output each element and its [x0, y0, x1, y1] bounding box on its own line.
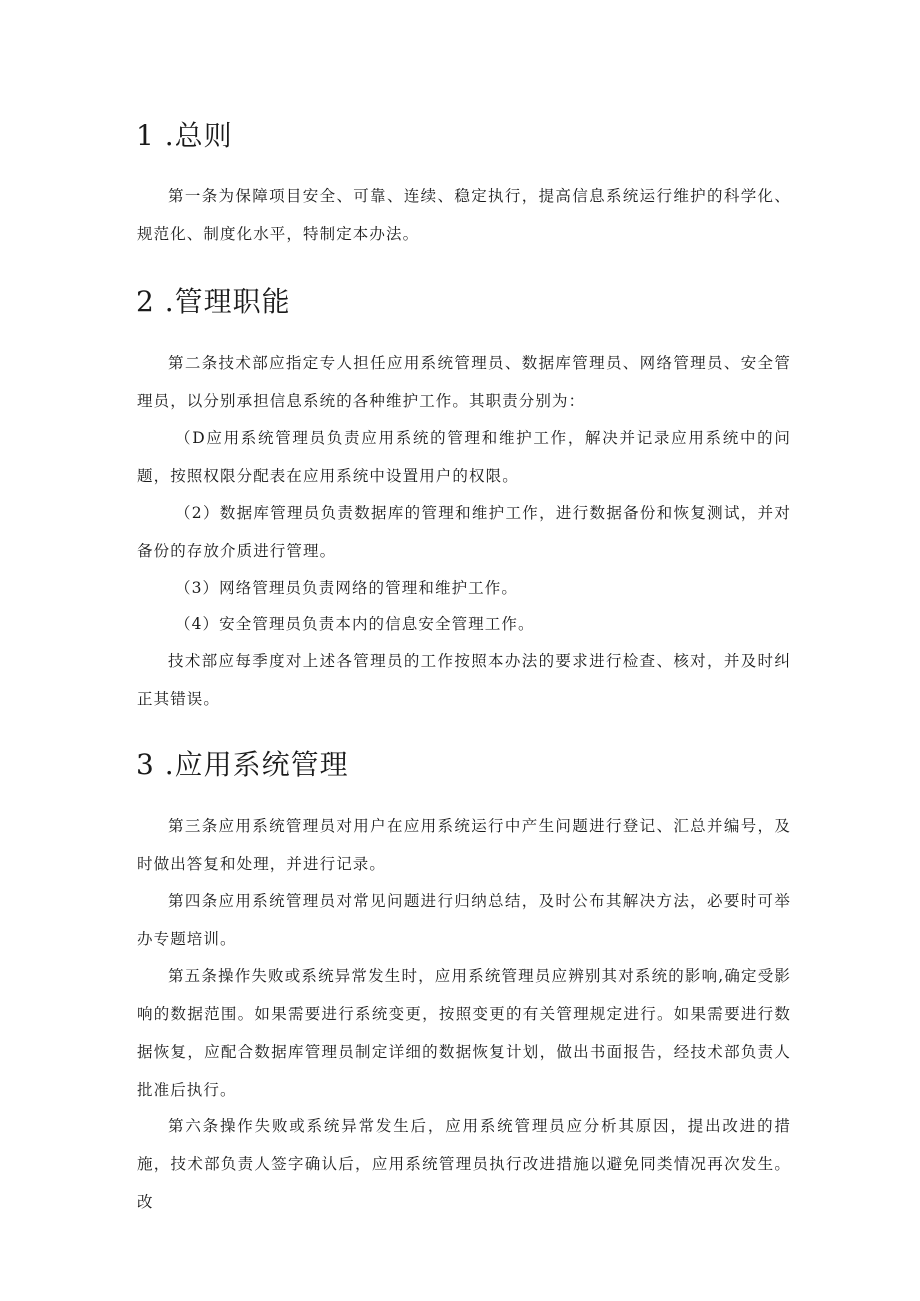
article-6-paragraph: 第六条操作失败或系统异常发生后，应用系统管理员应分析其原因，提出改进的措施，技术部负责人签字确认后，应用系统管理员执行改进措施以避免同类情况再次发生。改: [137, 1117, 791, 1211]
article-5-paragraph: 第五条操作失败或系统异常发生时，应用系统管理员应辨别其对系统的影响,确定受影响的数据范围。如果需要进行系统变更，按照变更的有关管理规定进行。如果需要进行数据恢复，应配合数据库管理员制定详细的数据恢复计划，做出书面报告，经技术部负责人批准后执行。: [137, 967, 791, 1099]
duty-item-2: （2）数据库管理员负责数据库的管理和维护工作，进行数据备份和恢复测试，并对备份的存放介质进行管理。: [137, 504, 791, 560]
quarterly-check-paragraph: 技术部应每季度对上述各管理员的工作按照本办法的要求进行检查、核对，并及时纠正其错误。: [137, 652, 791, 708]
duty-item-3: （3）网络管理员负责网络的管理和维护工作。: [175, 579, 518, 597]
article-4-paragraph: 第四条应用系统管理员对常见问题进行归纳总结，及时公布其解决方法，必要时可举办专题培训。: [137, 892, 791, 948]
article-1-paragraph: 第一条为保障项目安全、可靠、连续、稳定执行，提高信息系统运行维护的科学化、规范化、制度化水平，特制定本办法。: [137, 187, 791, 243]
duty-item-4: （4）安全管理员负责本内的信息安全管理工作。: [175, 615, 535, 633]
section-heading-application-system-management: 3 .应用系统管理: [136, 748, 349, 781]
section-heading-management-functions: 2 .管理职能: [136, 285, 291, 318]
article-2-paragraph: 第二条技术部应指定专人担任应用系统管理员、数据库管理员、网络管理员、安全管理员，以分别承担信息系统的各种维护工作。其职责分别为：: [137, 354, 791, 410]
section-heading-general: 1 .总则: [136, 119, 233, 152]
article-3-paragraph: 第三条应用系统管理员对用户在应用系统运行中产生问题进行登记、汇总并编号，及时做出答复和处理，并进行记录。: [137, 817, 791, 873]
duty-item-1: （D应用系统管理员负责应用系统的管理和维护工作，解决并记录应用系统中的问题，按照权限分配表在应用系统中设置用户的权限。: [137, 429, 791, 485]
